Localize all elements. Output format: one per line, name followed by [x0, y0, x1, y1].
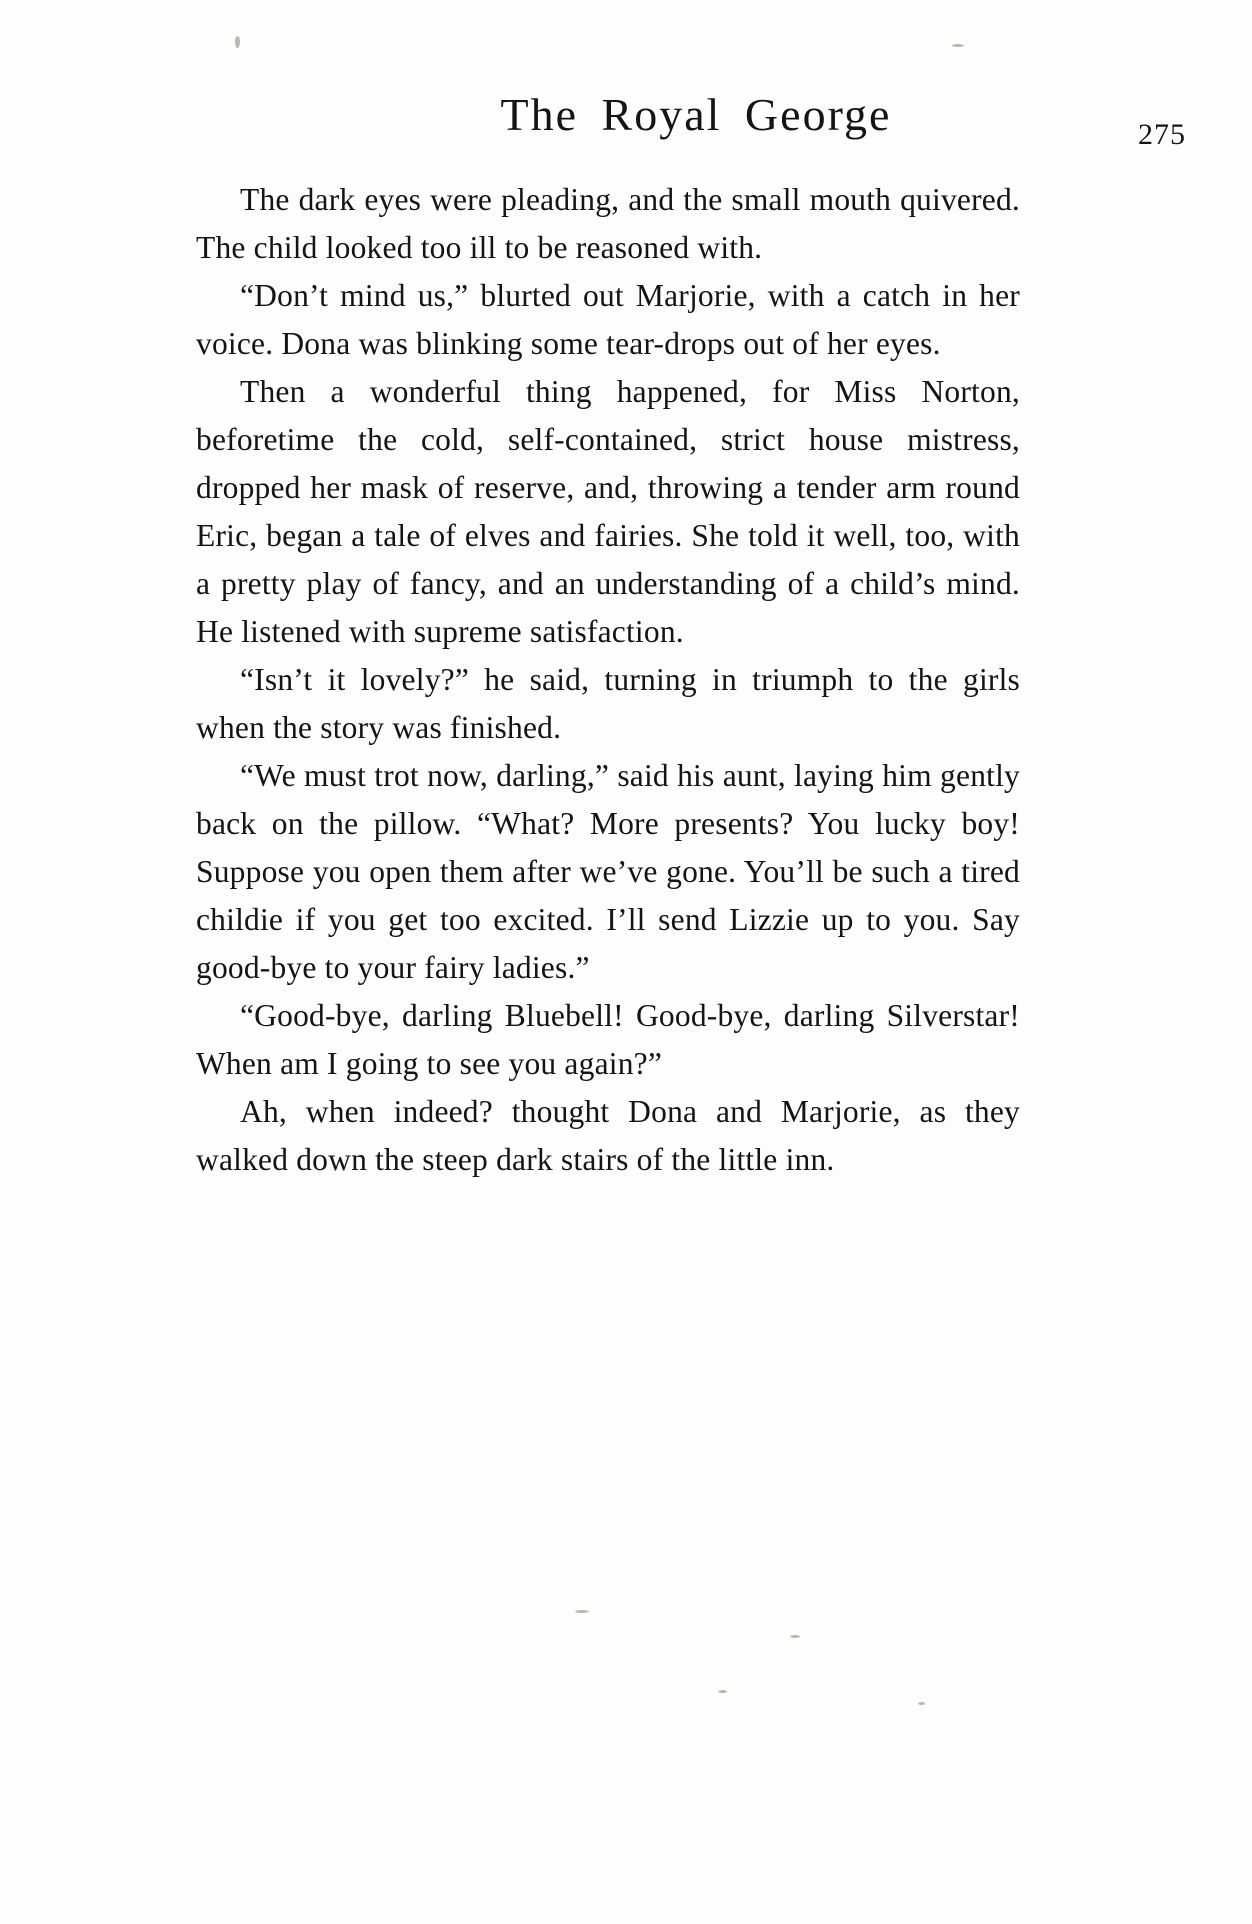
page-content — [196, 88, 1196, 1184]
paragraph: Ah, when indeed? thought Dona and Marjorie, as they walked down the steep dark stairs of the little inn. — [196, 1094, 1020, 1177]
scan-speck — [952, 44, 964, 47]
scan-speck — [235, 36, 240, 48]
scan-speck — [718, 1690, 727, 1693]
scan-speck — [575, 1610, 589, 1613]
paragraph: “Isn’t it lovely?” he said, turning in triumph to the girls when the story was finished. — [196, 662, 1020, 745]
page-number: 275 — [1138, 118, 1186, 151]
running-head — [196, 88, 1196, 158]
scan-speck — [790, 1635, 800, 1638]
paragraph: “Good-bye, darling Bluebell! Good-bye, darling Silverstar! When am I going to see you again?” — [196, 998, 1020, 1081]
paragraph: “Don’t mind us,” blurted out Marjorie, with a catch in her voice. Dona was blinking some tear-drops out of her eyes. — [196, 278, 1020, 361]
paragraph: Then a wonderful thing happened, for Miss Norton, beforetime the cold, self-contained, strict house mistress, dropped her mask of reserve, and, throwing a tender arm round Eric, began a tale of elves and fairies. She told it well, too, with a pretty play of fancy, and an understanding of a child’s mind. He listened with supreme satisfaction. — [196, 374, 1020, 649]
scan-speck — [918, 1702, 925, 1705]
paragraph: “We must trot now, darling,” said his aunt, laying him gently back on the pillow. “What? More presents? You lucky boy! Suppose you open them after we’ve gone. You’ll be such a tired childie if you get too excited. I’ll send Lizzie up to you. Say good-bye to your fairy ladies.” — [196, 758, 1020, 985]
body-text — [196, 176, 1020, 1184]
paragraph: The dark eyes were pleading, and the small mouth quivered. The child looked too ill to be reasoned with. — [196, 182, 1020, 265]
page-title: The Royal George — [500, 89, 892, 140]
